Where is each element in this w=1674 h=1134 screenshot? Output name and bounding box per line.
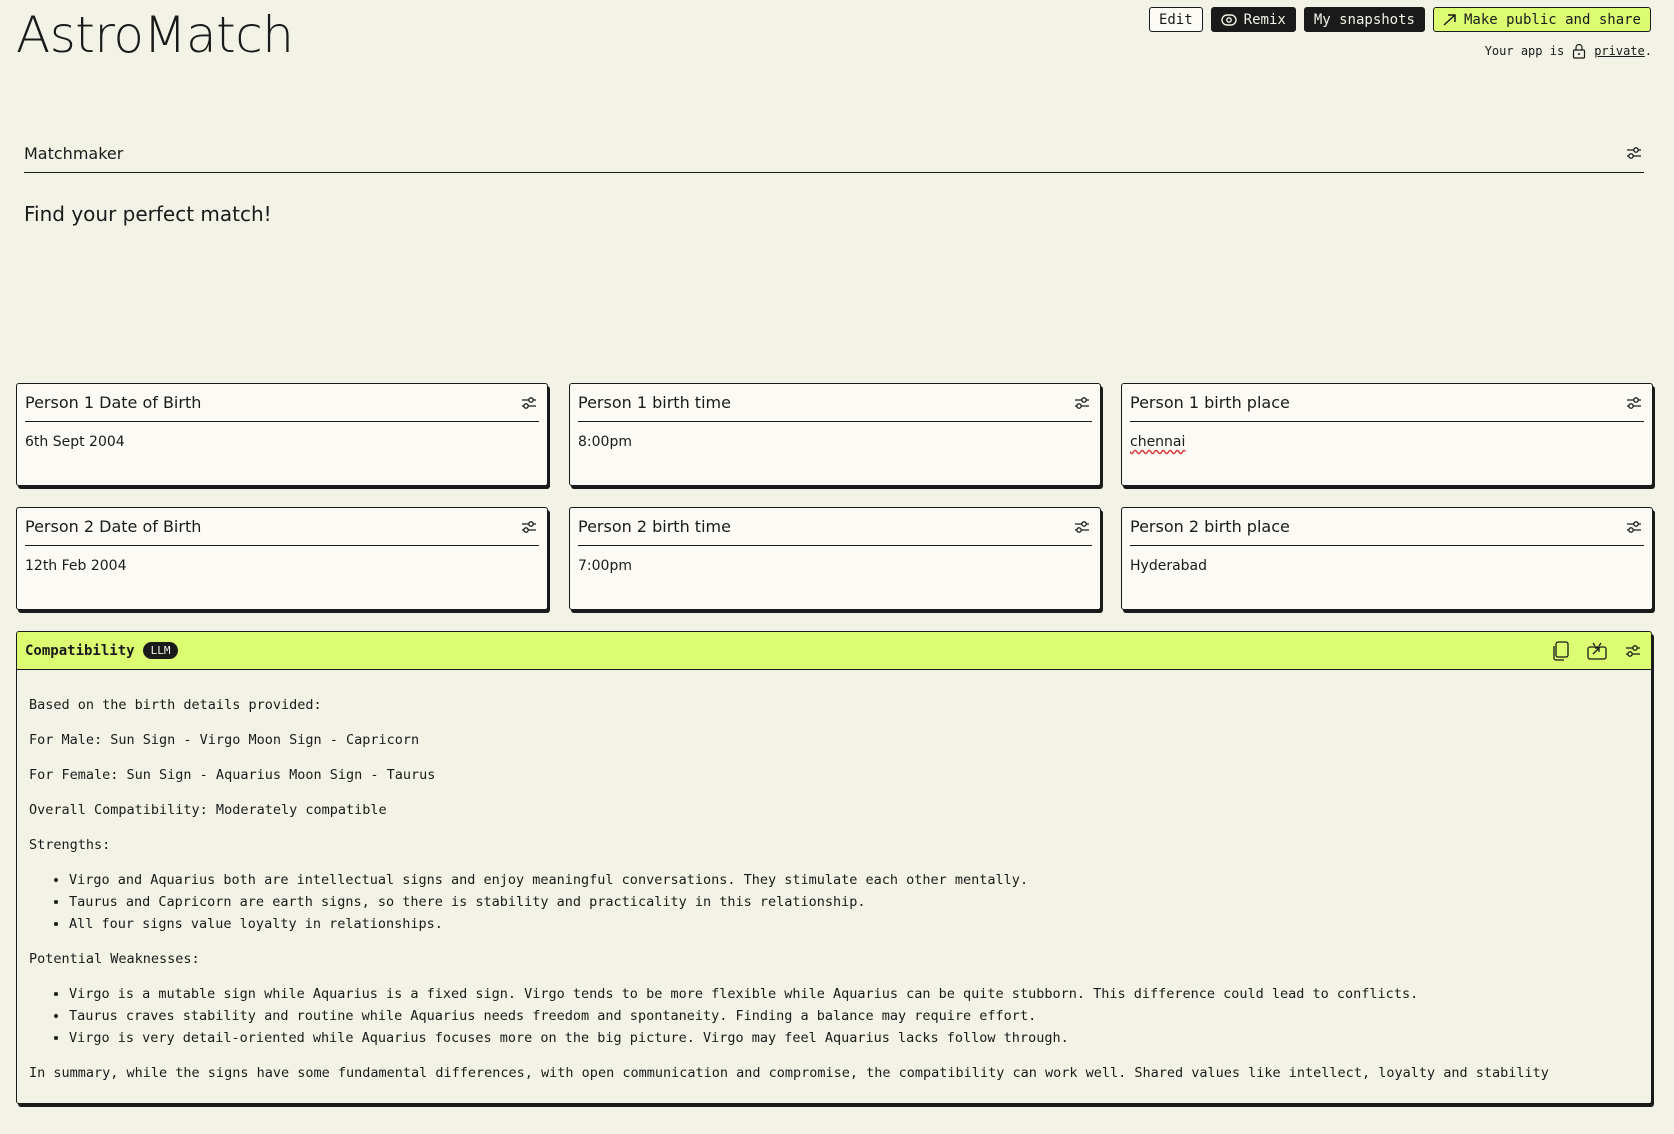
strengths-list (69, 869, 1639, 935)
edit-button[interactable] (1149, 7, 1203, 32)
top-actions (1149, 7, 1651, 32)
lock-icon (1572, 43, 1586, 59)
sliders-icon[interactable] (1072, 517, 1092, 537)
section-title: Matchmaker (24, 143, 124, 163)
arrow-right-icon (1443, 14, 1457, 26)
export-icon[interactable] (1587, 641, 1607, 661)
weaknesses-heading: Potential Weaknesses: (29, 951, 200, 967)
list-item: • Virgo is a mutable sign while Aquarius is a fixed sign. Virgo tends to be more flexible while Aquarius can be quite stubborn. This difference could lead to conflicts. (69, 983, 1639, 1005)
person1-time-label: Person 1 birth time (578, 393, 731, 412)
person2-place-card (1121, 507, 1653, 610)
page-subtitle: Find your perfect match! (24, 202, 272, 226)
compat-female: For Female: Sun Sign - Aquarius Moon Sign - Taurus (29, 767, 436, 783)
privacy-prefix: Your app is (1484, 44, 1565, 58)
compatibility-header (17, 632, 1651, 670)
sliders-icon[interactable] (1624, 517, 1644, 537)
make-public-button[interactable] (1433, 7, 1651, 32)
strengths-heading: Strengths: (29, 837, 111, 853)
person1-dob-label: Person 1 Date of Birth (25, 393, 202, 412)
edit-button-label: Edit (1158, 11, 1193, 28)
compat-summary: In summary, while the signs have some fundamental differences, with open communication and compromise, the compatibility can work well. Shared values like intellect, loyalty and stability (29, 1065, 1549, 1081)
person2-time-input[interactable]: 7:00pm (578, 558, 632, 574)
privacy-suffix: . (1644, 44, 1652, 58)
person2-place-input[interactable]: Hyderabad (1130, 558, 1207, 574)
copy-icon[interactable] (1551, 641, 1571, 661)
my-snapshots-button-label: My snapshots (1313, 11, 1415, 28)
list-item: • Virgo and Aquarius both are intellectual signs and enjoy meaningful conversations. They stimulate each other mentally. (69, 869, 1639, 891)
sliders-icon[interactable] (1624, 143, 1644, 163)
person2-time-label: Person 2 birth time (578, 517, 731, 536)
sliders-icon[interactable] (1072, 393, 1092, 413)
compat-male: For Male: Sun Sign - Virgo Moon Sign - Capricorn (29, 732, 420, 748)
my-snapshots-button[interactable] (1304, 7, 1425, 32)
person1-place-input[interactable]: chennai (1130, 434, 1186, 450)
sliders-icon[interactable] (519, 517, 539, 537)
person1-place-label: Person 1 birth place (1130, 393, 1290, 412)
app-title: AstroMatch (16, 6, 294, 64)
matchmaker-header (24, 138, 1644, 173)
compat-overall: Overall Compatibility: Moderately compatible (29, 802, 387, 818)
list-item: • Virgo is very detail-oriented while Aquarius focuses more on the big picture. Virgo may feel Aquarius lacks follow through. (69, 1027, 1639, 1049)
weaknesses-list (69, 983, 1639, 1049)
list-item: • All four signs value loyalty in relationships. (69, 913, 1639, 935)
person2-dob-card (16, 507, 548, 610)
person2-dob-input[interactable]: 12th Feb 2004 (25, 558, 127, 574)
remix-button[interactable] (1211, 7, 1296, 32)
compat-intro: Based on the birth details provided: (29, 697, 322, 713)
compatibility-title: Compatibility (25, 642, 135, 659)
compatibility-panel (16, 631, 1652, 1104)
llm-badge: LLM (143, 642, 179, 659)
make-public-button-label: Make public and share (1463, 11, 1641, 28)
sliders-icon[interactable] (1624, 393, 1644, 413)
person1-place-card (1121, 383, 1653, 486)
sliders-icon[interactable] (519, 393, 539, 413)
compatibility-output (17, 670, 1651, 1084)
remix-icon (1221, 14, 1237, 26)
privacy-link[interactable]: private (1594, 44, 1645, 58)
person1-dob-input[interactable]: 6th Sept 2004 (25, 434, 125, 450)
person1-time-input[interactable]: 8:00pm (578, 434, 632, 450)
person2-time-card (569, 507, 1101, 610)
list-item: • Taurus and Capricorn are earth signs, so there is stability and practicality in this relationship. (69, 891, 1639, 913)
privacy-status (1485, 43, 1652, 59)
list-item: • Taurus craves stability and routine while Aquarius needs freedom and spontaneity. Finding a balance may require effort. (69, 1005, 1639, 1027)
person2-dob-label: Person 2 Date of Birth (25, 517, 202, 536)
person1-time-card (569, 383, 1101, 486)
person1-dob-card (16, 383, 548, 486)
sliders-icon[interactable] (1623, 641, 1643, 661)
person2-place-label: Person 2 birth place (1130, 517, 1290, 536)
remix-button-label: Remix (1243, 11, 1286, 28)
